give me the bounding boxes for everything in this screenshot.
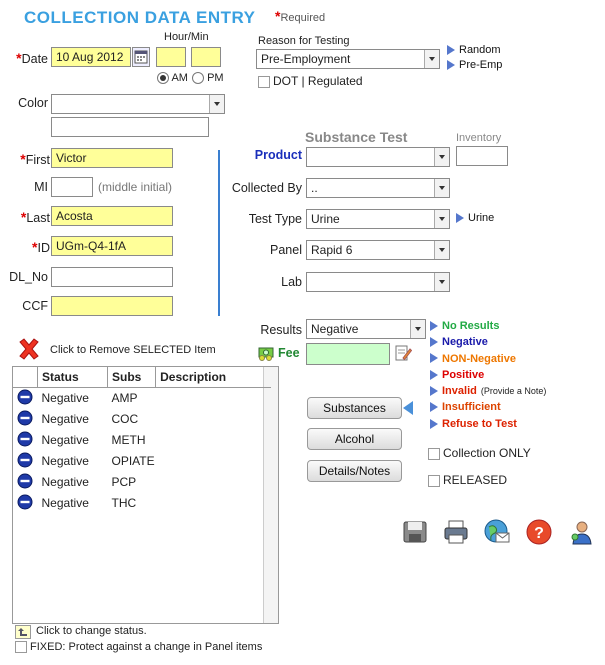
- substances-table: [12, 366, 279, 624]
- panel-label: Panel: [270, 243, 302, 257]
- status-minus-icon[interactable]: [17, 410, 33, 426]
- help-icon[interactable]: [525, 518, 553, 549]
- row-status[interactable]: Negative: [41, 412, 89, 426]
- chevron-down-icon: [434, 241, 449, 259]
- test-type-label: Test Type: [248, 212, 302, 226]
- page-title: COLLECTION DATA ENTRY: [24, 8, 256, 27]
- reason-option-pre-emp[interactable]: Pre-Emp: [447, 59, 502, 71]
- alcohol-button[interactable]: Alcohol: [307, 428, 402, 450]
- row-description: [156, 451, 272, 472]
- save-icon[interactable]: [401, 518, 429, 549]
- email-icon[interactable]: [483, 518, 511, 549]
- substances-button[interactable]: Substances: [307, 397, 402, 419]
- arrow-right-icon: [447, 45, 455, 55]
- mi-label: MI: [34, 180, 48, 194]
- result-option-6[interactable]: Refuse to Test: [430, 416, 546, 432]
- last-label: *Last: [20, 209, 50, 225]
- change-status-icon: [15, 625, 31, 639]
- middle-initial-field[interactable]: [51, 177, 93, 197]
- id-field[interactable]: UGm-Q4-1fA: [51, 236, 173, 256]
- remove-x-icon[interactable]: [17, 338, 41, 363]
- panel-select[interactable]: Rapid 6: [306, 240, 450, 260]
- status-minus-icon[interactable]: [17, 452, 33, 468]
- hour-field[interactable]: [156, 47, 186, 67]
- dl-label: DL_No: [9, 270, 48, 284]
- row-description: [156, 472, 272, 493]
- ccf-field[interactable]: [51, 296, 173, 316]
- results-options: [430, 318, 546, 432]
- collected-by-label: Collected By: [231, 181, 302, 195]
- remove-selected-text: Click to Remove SELECTED Item: [50, 344, 216, 356]
- row-subs: COC: [111, 412, 139, 426]
- description-column-header[interactable]: Description: [156, 367, 272, 387]
- row-status[interactable]: Negative: [41, 433, 89, 447]
- first-label: *First: [20, 151, 50, 167]
- collected-by-select[interactable]: ..: [306, 178, 450, 198]
- color-label: Color: [18, 96, 48, 110]
- status-minus-icon[interactable]: [17, 431, 33, 447]
- row-status[interactable]: Negative: [41, 391, 89, 405]
- pm-radio[interactable]: [192, 72, 204, 84]
- fee-edit-icon[interactable]: [394, 344, 412, 365]
- status-column-header[interactable]: Status: [38, 367, 108, 387]
- arrow-right-icon: [430, 386, 438, 396]
- arrow-right-icon: [456, 213, 464, 223]
- table-row[interactable]: [13, 451, 271, 472]
- row-description: [156, 493, 272, 514]
- arrow-right-icon: [430, 321, 438, 331]
- color-select[interactable]: [51, 94, 225, 114]
- table-row[interactable]: [13, 409, 271, 430]
- chevron-down-icon: [424, 50, 439, 68]
- fixed-checkbox[interactable]: FIXED: Protect against a change in Panel items: [15, 641, 262, 653]
- table-row[interactable]: [13, 493, 271, 514]
- row-description: [156, 387, 272, 409]
- fee-label: Fee: [278, 346, 300, 360]
- result-option-4[interactable]: Invalid (Provide a Note): [430, 383, 546, 399]
- chevron-down-icon: [434, 179, 449, 197]
- results-label: Results: [260, 323, 302, 337]
- product-label: Product: [254, 148, 302, 162]
- table-row[interactable]: [13, 472, 271, 493]
- inventory-label: Inventory: [456, 132, 502, 144]
- svg-text:?: ?: [534, 525, 544, 542]
- chevron-down-icon: [434, 148, 449, 166]
- results-select[interactable]: Negative: [306, 319, 426, 339]
- status-minus-icon[interactable]: [17, 473, 33, 489]
- date-field[interactable]: 10 Aug 2012: [51, 47, 131, 67]
- arrow-left-icon: [403, 401, 413, 415]
- row-subs: PCP: [111, 475, 137, 489]
- row-status[interactable]: Negative: [41, 496, 89, 510]
- arrow-right-icon: [430, 353, 438, 363]
- row-description: [156, 430, 272, 451]
- table-row[interactable]: [13, 430, 271, 451]
- collection-only-checkbox[interactable]: Collection ONLY: [428, 446, 531, 460]
- result-option-2[interactable]: NON-Negative: [430, 351, 546, 367]
- status-minus-icon[interactable]: [17, 494, 33, 510]
- details-notes-button[interactable]: Details/Notes: [307, 460, 402, 482]
- row-status[interactable]: Negative: [41, 454, 89, 468]
- hour-min-label: Hour/Min: [164, 31, 209, 43]
- inventory-field[interactable]: [456, 146, 508, 166]
- minute-field[interactable]: [191, 47, 221, 67]
- am-radio[interactable]: [157, 72, 169, 84]
- print-icon[interactable]: [442, 518, 470, 549]
- reason-label: Reason for Testing: [258, 35, 350, 47]
- first-name-field[interactable]: Victor: [51, 148, 173, 168]
- ccf-label: CCF: [22, 299, 48, 313]
- dot-regulated-checkbox[interactable]: DOT | Regulated: [258, 74, 363, 88]
- result-option-0[interactable]: No Results: [430, 318, 546, 334]
- row-subs: AMP: [111, 391, 138, 405]
- fee-icon: [258, 345, 276, 364]
- chevron-down-icon: [209, 95, 224, 113]
- chevron-down-icon: [410, 320, 425, 338]
- table-row[interactable]: [13, 387, 271, 409]
- user-icon[interactable]: [568, 518, 596, 549]
- result-option-1[interactable]: Negative: [430, 334, 546, 350]
- date-label: *Date: [16, 50, 48, 66]
- row-subs: OPIATE: [111, 454, 155, 468]
- mi-hint: (middle initial): [98, 180, 173, 194]
- arrow-right-icon: [430, 419, 438, 429]
- reason-option-random[interactable]: Random: [447, 44, 501, 56]
- reason-select[interactable]: Pre-Employment: [256, 49, 440, 69]
- released-checkbox[interactable]: RELEASED: [428, 473, 507, 487]
- lab-select[interactable]: [306, 272, 450, 292]
- result-option-5[interactable]: Insufficient: [430, 399, 546, 415]
- pm-option[interactable]: PM: [192, 72, 224, 84]
- required-note: *Required: [275, 8, 326, 24]
- lab-label: Lab: [281, 275, 302, 289]
- row-subs: METH: [111, 433, 146, 447]
- color-text-field[interactable]: [51, 117, 209, 137]
- chevron-down-icon: [434, 210, 449, 228]
- change-status-text: Click to change status.: [36, 625, 147, 637]
- test-type-select[interactable]: Urine: [306, 209, 450, 229]
- am-option[interactable]: AM: [157, 72, 188, 84]
- test-type-urine-link[interactable]: Urine: [456, 212, 494, 224]
- arrow-right-icon: [430, 370, 438, 380]
- substance-test-heading: Substance Test: [305, 129, 408, 145]
- id-label: *ID: [32, 239, 50, 255]
- fee-field[interactable]: [306, 343, 390, 365]
- row-subs: THC: [111, 496, 137, 510]
- product-select[interactable]: [306, 147, 450, 167]
- row-status[interactable]: Negative: [41, 475, 89, 489]
- section-divider: [218, 150, 220, 316]
- chevron-down-icon: [434, 273, 449, 291]
- arrow-right-icon: [447, 60, 455, 70]
- row-description: [156, 409, 272, 430]
- arrow-right-icon: [430, 402, 438, 412]
- arrow-right-icon: [430, 337, 438, 347]
- status-minus-icon[interactable]: [17, 389, 33, 405]
- result-option-3[interactable]: Positive: [430, 367, 546, 383]
- subs-column-header[interactable]: Subs: [108, 367, 156, 387]
- last-name-field[interactable]: Acosta: [51, 206, 173, 226]
- dl-field[interactable]: [51, 267, 173, 287]
- calendar-icon[interactable]: [132, 47, 150, 67]
